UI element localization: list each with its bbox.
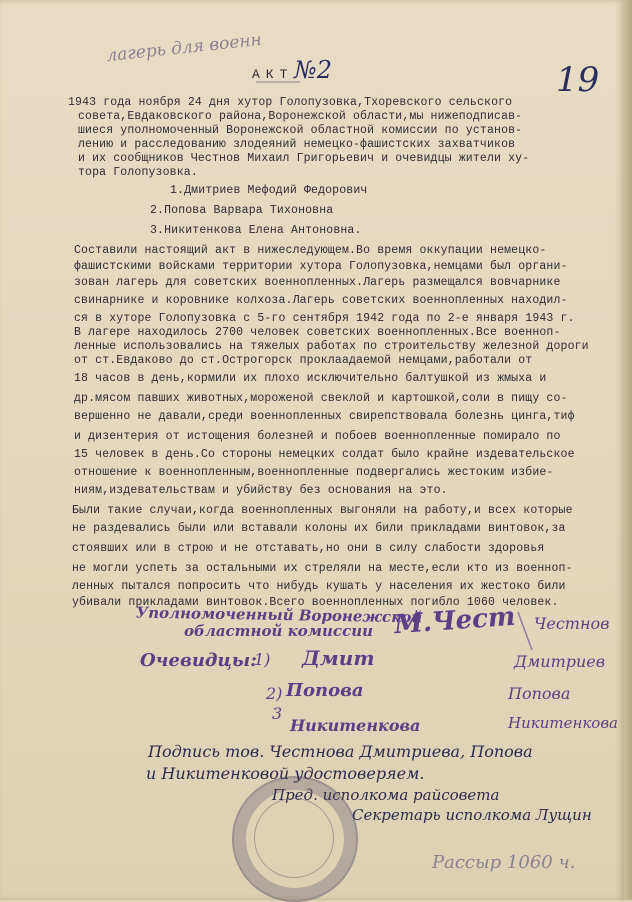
body2-line-5: ленных пытался попросить что нибудь кушать у населения их жестоко били xyxy=(72,580,566,593)
body-line-12: и дизентерия от истощения болезней и побоев военнопленные помирало по xyxy=(74,430,561,443)
act-number: №2 xyxy=(294,56,332,84)
body2-line-4: не могли успеть за остальными их стреляли на месте,если кто из военноп- xyxy=(72,562,573,575)
body-line-5: ся в хуторе Голопузовка с 5-го сентября 1942 года по 2-е января 1943 г. xyxy=(74,312,575,325)
commissioner-signature: М.Чест xyxy=(393,601,517,641)
body-line-7: ленные использовались на тяжелых работах по строительству железной дороги xyxy=(74,340,589,353)
witness-1-signature: Дмит xyxy=(302,646,375,670)
body-line-4: свинарнике и коровнике колхоза.Лагерь советских военнопленных находил- xyxy=(74,294,568,307)
body-line-9: 18 часов в день,кормили их плохо исключительно балтушкой из жмыха и xyxy=(74,372,547,385)
certification-line-4: Секретарь исполкома Лущин xyxy=(352,806,592,824)
body-line-6: В лагере находилось 2700 человек советских военнопленных.Все военноп- xyxy=(74,326,561,339)
witness-3-name: Никитенкова xyxy=(508,714,619,732)
body2-line-6: убивали прикладами винтовок.Всего военнопленных погибло 1060 человек. xyxy=(72,596,559,609)
witness-1: 1.Дмитриев Мефодий Федорович xyxy=(170,184,368,197)
witness-2-number: 2) xyxy=(266,684,283,703)
witness-3: 3.Никитенкова Елена Антоновна. xyxy=(150,224,362,237)
witness-1-number: 1) xyxy=(254,650,271,669)
witness-2: 2.Попова Варвара Тихоновна xyxy=(150,204,334,217)
commissioner-label-1: Уполномоченный Воронежской xyxy=(135,603,423,627)
body2-line-1: Были такие случаи,когда военнопленных выгоняли на работу,и всех которые xyxy=(72,504,573,517)
body-line-3: зован лагерь для советских военнопленных.Лагерь размещался вовчарнике xyxy=(74,276,561,289)
witnesses-label: Очевидцы: xyxy=(140,650,257,671)
intro-line-1: 1943 года ноября 24 дня хутор Голопузовка,Тхоревского сельского xyxy=(68,96,513,109)
intro-line-2: совета,Евдаковского района,Воронежской области,мы нижеподписав- xyxy=(78,110,523,123)
certification-line-3: Пред. исполкома райсовета xyxy=(272,786,500,804)
commissioner-label-2: областной комиссии xyxy=(184,622,374,640)
intro-line-5: и их сообщников Честнов Михаил Григорьевич и очевидцы жители ху- xyxy=(78,152,530,165)
witness-1-name: Дмитриев xyxy=(514,652,606,671)
page-number: 19 xyxy=(556,60,600,100)
intro-line-6: тора Голопузовка. xyxy=(78,166,198,179)
body-line-10: др.мясом павших животных,мороженой свеклой и картошкой,соли в пищу со- xyxy=(74,392,568,405)
body2-line-3: стоявших или в строю и не отставать,но они в силу слабости здоровья xyxy=(72,542,545,555)
pencil-footer-note: Рассыр 1060 ч. xyxy=(432,852,576,873)
pencil-note: лагерь для военн xyxy=(105,29,263,67)
intro-line-4: лению и расследованию злодеяний немецко-фашистских захватчиков xyxy=(78,138,516,151)
body-line-13: 15 человек в день.Со стороны немецких солдат было крайне издевательское xyxy=(74,448,575,461)
act-title: АКТ xyxy=(252,67,294,82)
witness-3-number: 3 xyxy=(272,704,283,723)
certification-line-1: Подпись тов. Честнова Дмитриева, Попова xyxy=(148,742,533,761)
certification-line-2: и Никитенковой удостоверяем. xyxy=(146,764,425,783)
body-line-2: фашистскими войсками территории хутора Голопузовка,немцами был органи- xyxy=(74,260,568,273)
body-line-11: вершенно не давали,среди военнопленных свирепствовала болезнь цинга,тиф xyxy=(74,410,575,423)
body2-line-2: не раздевались были или вставали колоны их били прикладами винтовок,за xyxy=(72,522,566,535)
body-line-8: от ст.Евдаково до ст.Острогорск проклаадаемой немцами,работали от xyxy=(74,354,533,367)
witness-2-name: Попова xyxy=(508,684,571,703)
body-line-1: Составили настоящий акт в нижеследующем.Во время оккупации немецко- xyxy=(74,244,547,257)
body-line-15: ниям,издевательствам и убийству без основания на это. xyxy=(74,484,448,497)
commissioner-name: Честнов xyxy=(534,614,610,633)
paper-edge xyxy=(624,0,632,900)
intro-line-3: шиеся уполномоченный Воронежской областной комиссии по установ- xyxy=(78,124,523,137)
witness-2-signature: Попова xyxy=(286,680,364,701)
witness-3-signature: Никитенкова xyxy=(290,716,421,735)
body-line-14: отношение к военнопленным,военнопленные подвергались жестоким избие- xyxy=(74,466,554,479)
